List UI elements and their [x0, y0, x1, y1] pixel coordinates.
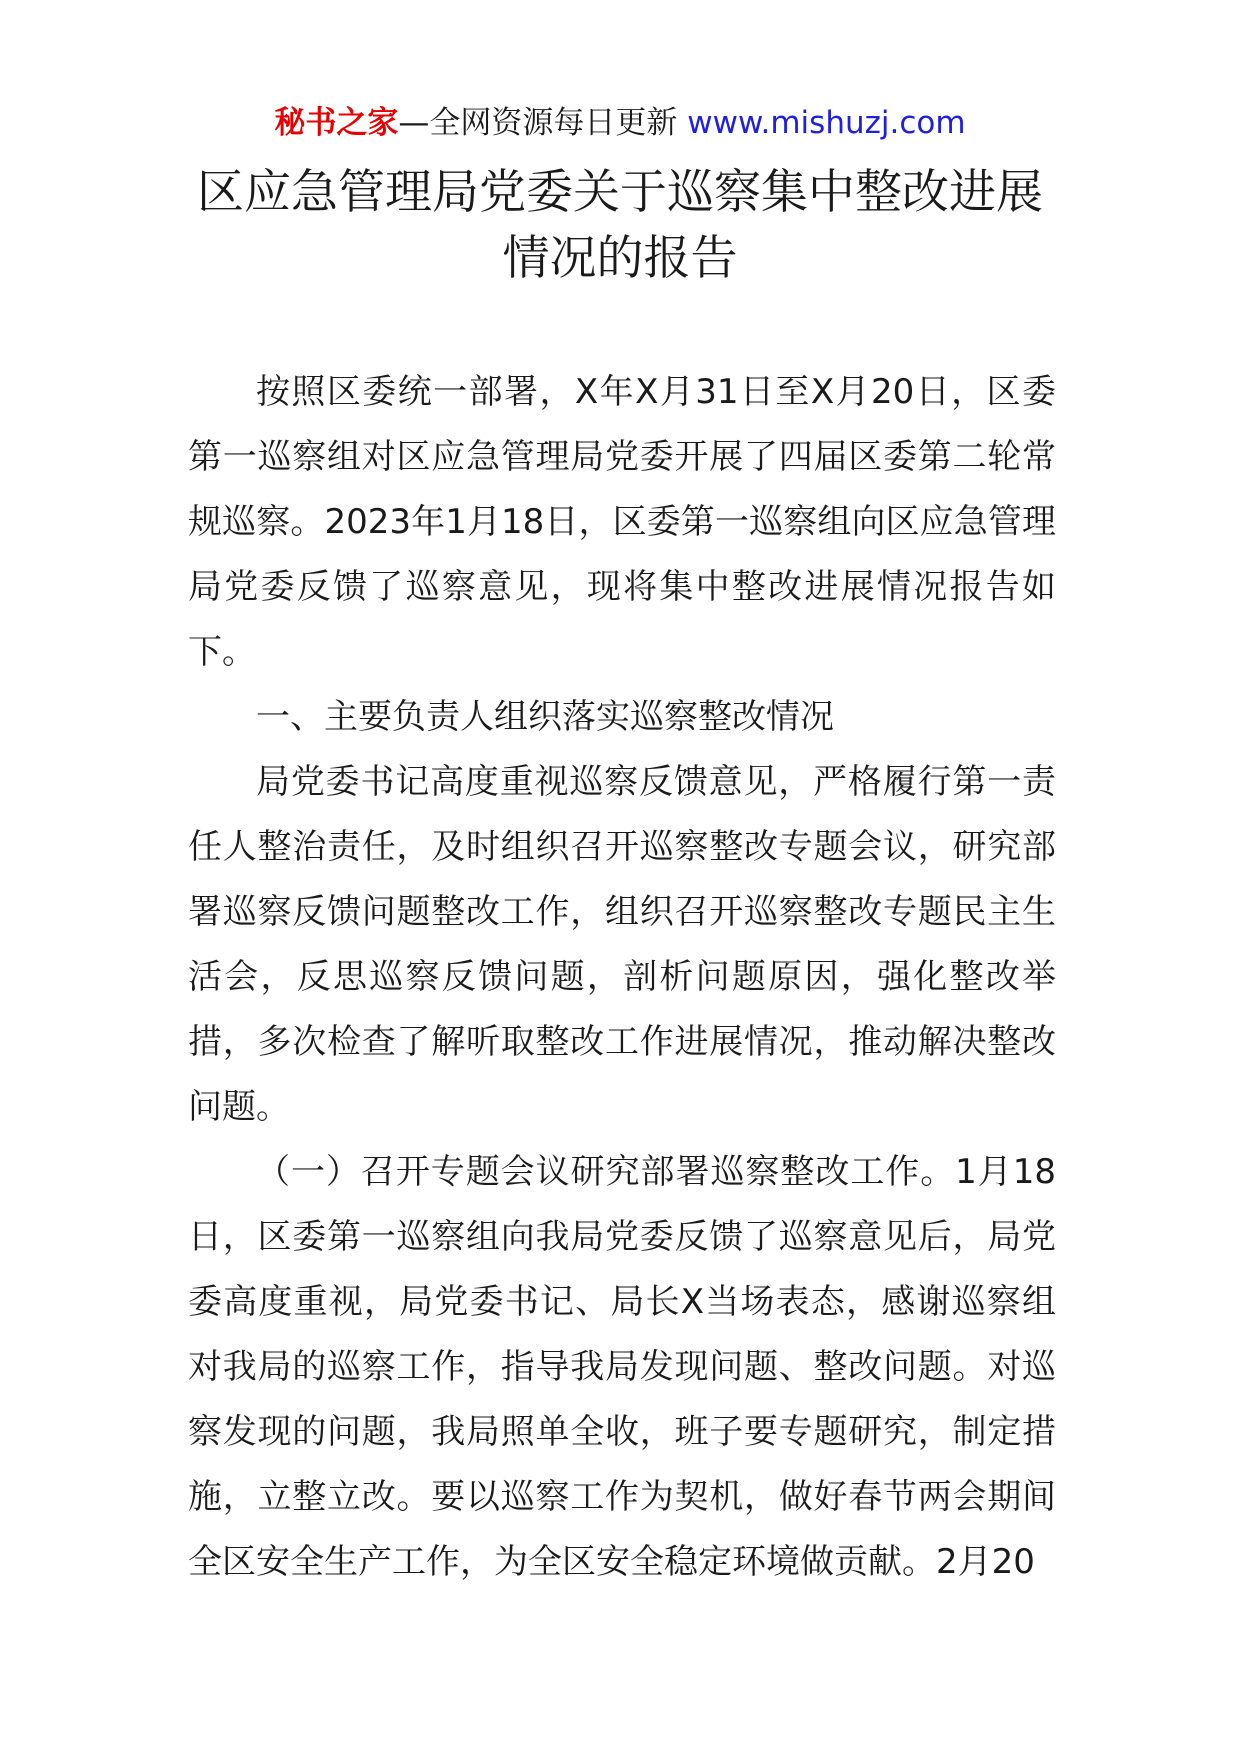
- section-heading-1: 一、主要负责人组织落实巡察整改情况: [256, 697, 834, 737]
- document-title: [180, 160, 1060, 292]
- paragraph-subsection-1: （一）召开专题会议研究部署巡察整改工作。1月18日，区委第一巡察组向我局党委反馈了巡察意见后，局党委高度重视，局党委书记、局长X当场表态，感谢巡察组对我局的巡察工作，指导我局发现问题、整改问题。对巡察发现的问题，我局照单全收，班子要专题研究，制定措施，立整立改。要以巡察工作为契机，做好春节两会期间全区安全生产工作，为全区安全稳定环境做贡献。2月20: [188, 1152, 1056, 1582]
- document-body: [188, 360, 1056, 1595]
- header-tagline: —全网资源每日更新: [398, 105, 688, 141]
- title-line-1: 区应急管理局党委关于巡察集中整改进展: [197, 165, 1043, 220]
- site-link[interactable]: www.mishuzj.com: [687, 105, 966, 141]
- title-line-2: 情况的报告: [502, 231, 738, 286]
- brand-name: 秘书之家: [274, 105, 399, 141]
- paragraph-intro: 按照区委统一部署，X年X月31日至X月20日，区委第一巡察组对区应急管理局党委开展了四届区委第二轮常规巡察。2023年1月18日，区委第一巡察组向区应急管理局党委反馈了巡察意见，现将集中整改进展情况报告如下。: [188, 372, 1056, 672]
- paragraph-section-1: 局党委书记高度重视巡察反馈意见，严格履行第一责任人整治责任，及时组织召开巡察整改专题会议，研究部署巡察反馈问题整改工作，组织召开巡察整改专题民主生活会，反思巡察反馈问题，剖析问题原因，强化整改举措，多次检查了解听取整改工作进展情况，推动解决整改问题。: [188, 762, 1056, 1127]
- header-banner: [0, 100, 1240, 146]
